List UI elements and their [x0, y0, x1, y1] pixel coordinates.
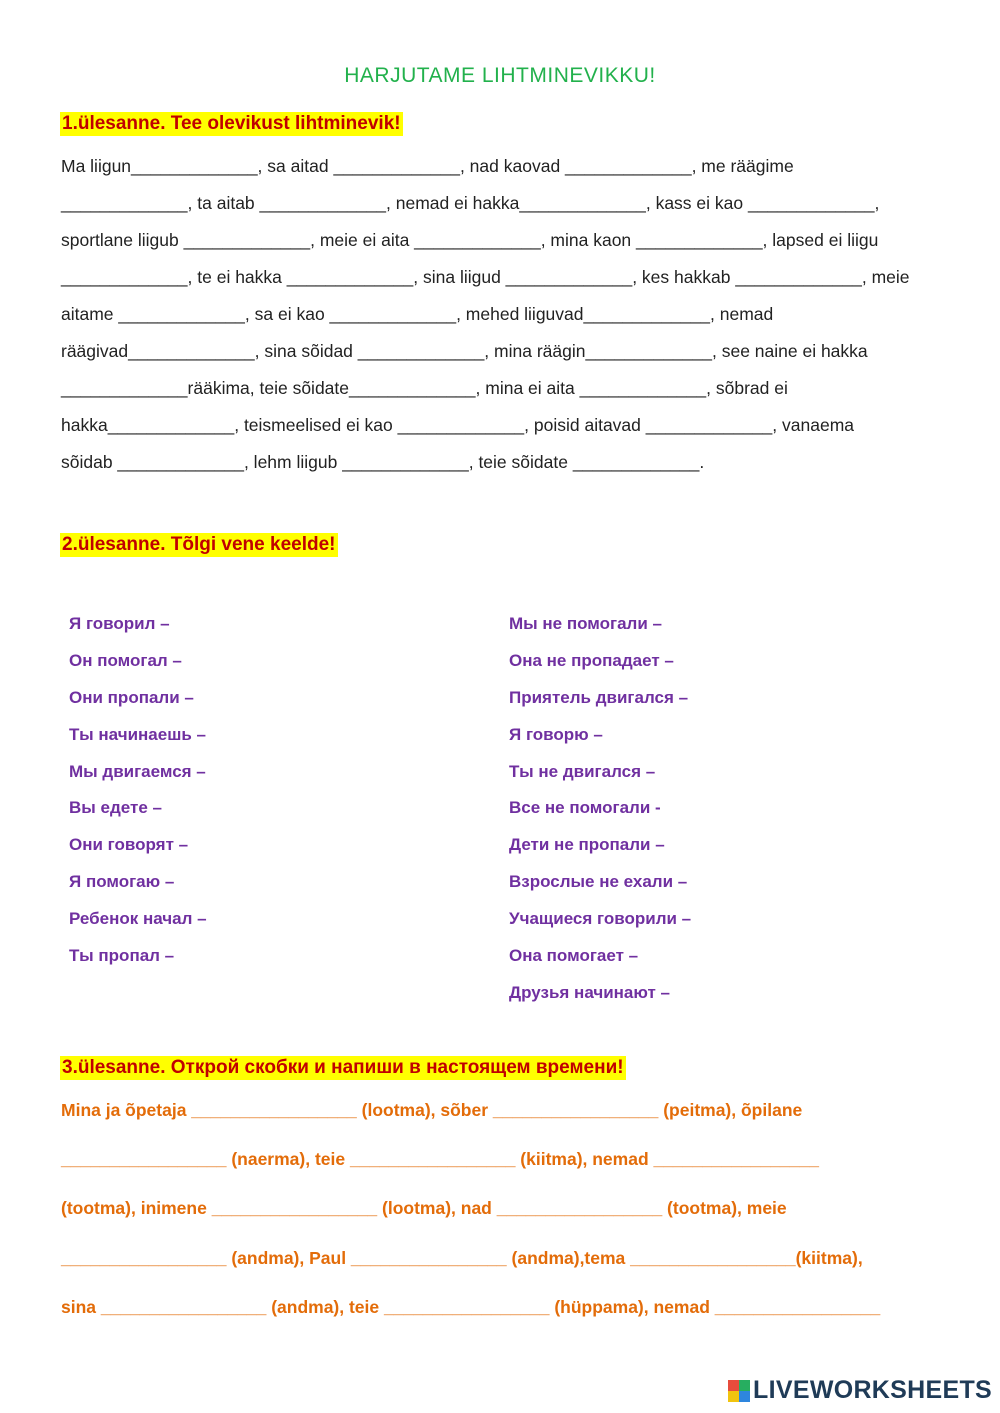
exercise1-line: Ma liigun_____________, sa aitad _____________, nad kaovad _____________, me räägime: [61, 156, 794, 176]
translation-item: Ты не двигался –: [509, 761, 656, 781]
exercise1-line: sportlane liigub _____________, meie ei aita _____________, mina kaon _____________, lapsed ei liigu: [61, 230, 879, 250]
exercise3-heading: 3.ülesanne. Открой скобки и напиши в настоящем времени!: [62, 1057, 624, 1078]
exercise1-line: hakka_____________, teismeelised ei kao _____________, poisid aitavad _____________, vanaema: [61, 415, 855, 435]
translation-item: Приятель двигался –: [509, 687, 689, 707]
exercise1-line: aitame _____________, sa ei kao _____________, mehed liiguvad_____________, nemad: [61, 304, 774, 324]
translation-item: Дети не пропали –: [509, 835, 665, 855]
logo-square: [728, 1380, 739, 1391]
exercise3-line: (tootma), inimene _________________ (lootma), nad _________________ (tootma), meie: [61, 1198, 787, 1219]
translation-item: Вы едете –: [69, 798, 162, 818]
liveworksheets-logo: [728, 1376, 992, 1405]
logo-square: [739, 1391, 750, 1402]
exercise2-left-column: [69, 606, 207, 975]
translation-item: Они пропали –: [69, 687, 194, 707]
exercise3-text: [61, 1086, 941, 1332]
logo-text: LIVEWORKSHEETS: [753, 1376, 992, 1404]
logo-square: [728, 1391, 739, 1402]
page-title: HARJUTAME LIHTMINEVIKKU!: [344, 64, 656, 87]
exercise1-line: _____________rääkima, teie sõidate_____________, mina ei aita _____________, sõbrad ei: [61, 378, 788, 398]
translation-item: Ребенок начал –: [69, 909, 207, 929]
exercise3-line: _________________ (andma), Paul ________________ (andma),tema _________________(kiitma),: [61, 1247, 863, 1268]
exercise1-line: _____________, te ei hakka _____________, sina liigud _____________, kes hakkab _____________, meie: [61, 267, 910, 287]
translation-item: Она помогает –: [509, 946, 639, 966]
translation-item: Я говорил –: [69, 614, 170, 633]
translation-item: Я помогаю –: [69, 872, 175, 892]
translation-item: Они говорят –: [69, 835, 189, 855]
exercise2-right-column: [509, 606, 691, 1012]
exercise1-heading: 1.ülesanne. Tee olevikust lihtminevik!: [62, 113, 401, 134]
exercise3-line: sina _________________ (andma), teie _________________ (hüppama), nemad _________________: [61, 1296, 881, 1317]
logo-square: [739, 1380, 750, 1391]
exercise3-line: Mina ja õpetaja _________________ (lootma), sõber _________________ (peitma), õpilane: [61, 1100, 803, 1120]
translation-item: Он помогал –: [69, 650, 182, 670]
exercise1-line: räägivad_____________, sina sõidad _____________, mina räägin_____________, see naine ei hakka: [61, 341, 868, 361]
translation-item: Учащиеся говорили –: [509, 909, 692, 929]
translation-item: Все не помогали -: [509, 798, 661, 818]
exercise1-line: sõidab _____________, lehm liigub _____________, teie sõidate _____________.: [61, 452, 705, 472]
logo-icon: [728, 1380, 750, 1402]
exercise1-text: [61, 148, 946, 481]
translation-item: Взрослые не ехали –: [509, 872, 688, 892]
translation-item: Друзья начинают –: [509, 982, 670, 1002]
translation-item: Мы двигаемся –: [69, 761, 206, 781]
translation-item: Я говорю –: [509, 724, 603, 744]
exercise3-line: _________________ (naerma), teie _________________ (kiitma), nemad _________________: [61, 1149, 819, 1170]
exercise1-line: _____________, ta aitab _____________, nemad ei hakka_____________, kass ei kao _____________,: [61, 193, 880, 213]
translation-item: Мы не помогали –: [509, 614, 662, 633]
exercise2-heading: 2.ülesanne. Tõlgi vene keelde!: [62, 534, 336, 555]
translation-item: Она не пропадает –: [509, 650, 674, 670]
translation-item: Ты пропал –: [69, 946, 175, 966]
translation-item: Ты начинаешь –: [69, 724, 206, 744]
